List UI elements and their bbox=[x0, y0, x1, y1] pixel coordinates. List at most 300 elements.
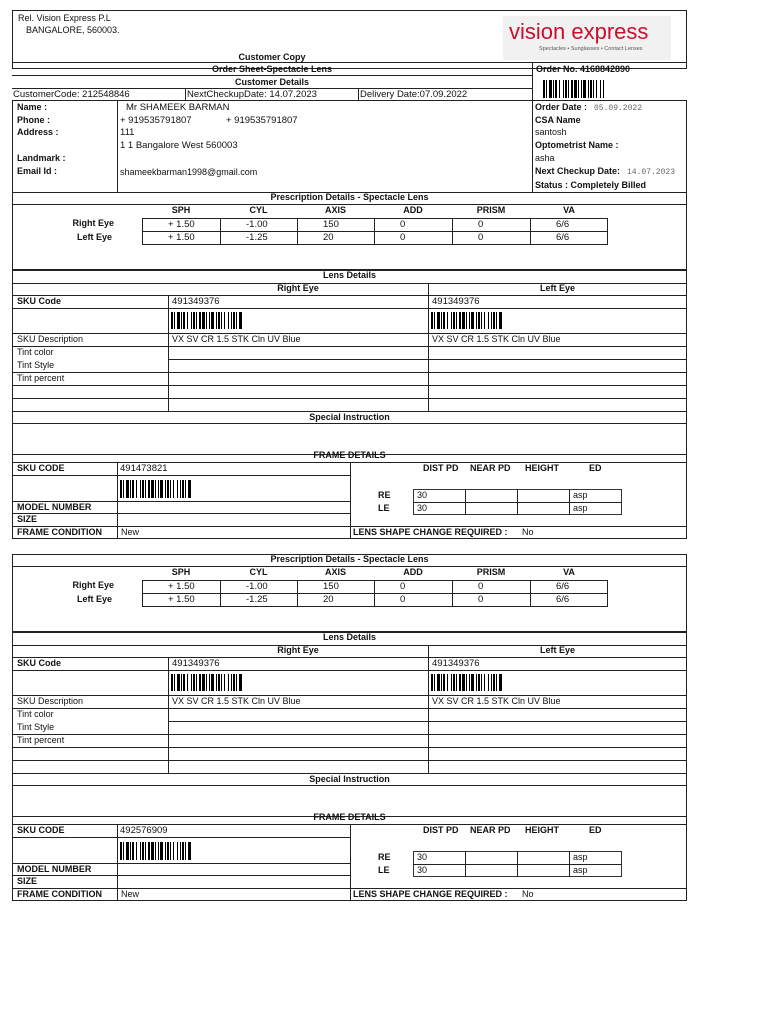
barcode-bar bbox=[478, 674, 480, 691]
pd-header-height: HEIGHT bbox=[525, 463, 560, 473]
line bbox=[530, 218, 531, 245]
barcode-bar bbox=[206, 312, 207, 329]
barcode-bar bbox=[181, 312, 182, 329]
tint-style-label: Tint Style bbox=[17, 360, 55, 370]
special-instruction-title: Special Instruction bbox=[309, 774, 390, 784]
barcode-bar bbox=[434, 312, 435, 329]
pd-header-near-pd: NEAR PD bbox=[470, 825, 511, 835]
rx-header-add: ADD bbox=[403, 567, 423, 577]
barcode-bar bbox=[136, 842, 137, 860]
line bbox=[12, 657, 687, 658]
barcode-bar bbox=[571, 80, 573, 98]
barcode-bar bbox=[559, 80, 560, 98]
barcode-bar bbox=[130, 842, 131, 860]
barcode-bar bbox=[165, 842, 166, 860]
rx-right-axis: 150 bbox=[323, 219, 339, 230]
model-number-label: MODEL NUMBER bbox=[17, 864, 92, 874]
line bbox=[452, 580, 453, 607]
sku-right: 491349376 bbox=[172, 296, 220, 307]
barcode-bar bbox=[177, 480, 178, 498]
sheet-title: Order Sheet-Spectacle Lens bbox=[211, 64, 333, 74]
line bbox=[12, 695, 687, 696]
lens-shape-value: No bbox=[522, 889, 534, 899]
rx-header-va: VA bbox=[563, 567, 575, 577]
frame-sku-value: 492576909 bbox=[120, 825, 168, 836]
rx-right-prism: 0 bbox=[478, 219, 484, 230]
barcode-bar bbox=[180, 842, 181, 860]
name-label: Name : bbox=[17, 102, 48, 112]
model-number-label: MODEL NUMBER bbox=[17, 502, 92, 512]
rx-right-eye-label: Right Eye bbox=[72, 580, 114, 590]
rx-right-cyl: -1.00 bbox=[246, 219, 268, 230]
line bbox=[12, 734, 687, 735]
barcode-bar bbox=[151, 480, 154, 498]
line bbox=[297, 218, 298, 245]
barcode-bar bbox=[170, 842, 171, 860]
le-label: LE bbox=[378, 503, 390, 513]
barcode-bar bbox=[218, 312, 220, 329]
barcode-bar bbox=[177, 674, 180, 691]
name-value: Mr SHAMEEK BARMAN bbox=[126, 102, 230, 113]
landmark-label: Landmark : bbox=[17, 153, 66, 163]
barcode-bar bbox=[185, 842, 186, 860]
line bbox=[117, 100, 118, 193]
tint-color-label: Tint color bbox=[17, 709, 54, 719]
barcode-bar bbox=[120, 480, 122, 498]
line bbox=[517, 489, 518, 515]
barcode-bar bbox=[136, 480, 137, 498]
prescription-title: Prescription Details - Spectacle Lens bbox=[270, 192, 429, 202]
rx-left-prism: 0 bbox=[478, 594, 484, 605]
barcode-bar bbox=[447, 312, 448, 329]
barcode-bar bbox=[228, 312, 229, 329]
rx-left-va: 6/6 bbox=[556, 594, 570, 605]
line bbox=[220, 580, 221, 607]
re-label: RE bbox=[378, 852, 391, 862]
barcode-bar bbox=[158, 842, 159, 860]
barcode-bar bbox=[451, 312, 452, 329]
barcode-bar bbox=[170, 480, 171, 498]
lens-title: Lens Details bbox=[322, 632, 377, 642]
order-date-value: 05.09.2022 bbox=[594, 104, 643, 113]
customer-code: CustomerCode: 212548846 bbox=[13, 89, 130, 100]
re-dist-pd-value: 30 bbox=[417, 490, 428, 500]
barcode-bar bbox=[476, 674, 477, 691]
rx-header-sph: SPH bbox=[171, 205, 191, 215]
barcode-bar bbox=[188, 480, 191, 498]
barcode-bar bbox=[155, 842, 156, 860]
le-dist-pd-value: 30 bbox=[417, 503, 428, 513]
size-label: SIZE bbox=[17, 514, 38, 524]
barcode-bar bbox=[171, 674, 173, 691]
tint-percent-label: Tint percent bbox=[17, 735, 65, 745]
line bbox=[428, 283, 429, 412]
barcode-bar bbox=[228, 674, 229, 691]
optometrist-label: Optometrist Name : bbox=[535, 140, 619, 150]
barcode-bar bbox=[132, 842, 134, 860]
copy-label: Customer Copy bbox=[238, 52, 306, 62]
barcode-bar bbox=[231, 312, 232, 329]
barcode-bar bbox=[120, 842, 122, 860]
barcode-bar bbox=[174, 312, 175, 329]
barcode-bar bbox=[130, 480, 131, 498]
barcode-bar bbox=[471, 312, 474, 329]
frame-sku-label: SKU CODE bbox=[17, 463, 65, 473]
barcode-bar bbox=[188, 842, 191, 860]
tint-percent-label: Tint percent bbox=[17, 373, 65, 383]
barcode-bar bbox=[447, 674, 448, 691]
barcode-bar bbox=[126, 842, 129, 860]
rx-header-axis: AXIS bbox=[324, 567, 346, 577]
size-label: SIZE bbox=[17, 876, 38, 886]
barcode-bar bbox=[148, 842, 150, 860]
barcode-bar bbox=[167, 480, 169, 498]
barcode-bar bbox=[231, 674, 232, 691]
barcode-bar bbox=[488, 312, 489, 329]
line bbox=[569, 489, 570, 515]
barcode-bar bbox=[434, 674, 435, 691]
address-line-2: 1 1 Bangalore West 560003 bbox=[120, 140, 238, 151]
line bbox=[12, 385, 687, 386]
barcode-bar bbox=[481, 312, 482, 329]
rx-header-va: VA bbox=[563, 205, 575, 215]
barcode-bar bbox=[236, 674, 237, 691]
barcode-bar bbox=[155, 480, 156, 498]
line bbox=[358, 88, 359, 100]
line bbox=[350, 462, 351, 539]
barcode-bar bbox=[466, 312, 467, 329]
rx-header-prism: PRISM bbox=[476, 567, 506, 577]
barcode-bar bbox=[600, 80, 601, 98]
rx-left-sph: + 1.50 bbox=[168, 594, 195, 605]
line bbox=[12, 295, 687, 296]
sku-code-label: SKU Code bbox=[17, 658, 62, 668]
barcode-bar bbox=[453, 312, 455, 329]
lens-left-barcode bbox=[431, 674, 503, 691]
barcode-bar bbox=[459, 674, 461, 691]
lens-left-eye: Left Eye bbox=[539, 283, 575, 293]
frame-condition-value: New bbox=[121, 889, 140, 899]
rx-right-cyl: -1.00 bbox=[246, 581, 268, 592]
barcode-bar bbox=[555, 80, 557, 98]
barcode-bar bbox=[196, 674, 197, 691]
line bbox=[185, 88, 186, 100]
rx-left-eye-label: Left Eye bbox=[76, 594, 112, 604]
barcode-bar bbox=[193, 312, 195, 329]
tint-color-label: Tint color bbox=[17, 347, 54, 357]
rx-header-cyl: CYL bbox=[249, 205, 268, 215]
barcode-bar bbox=[233, 674, 235, 691]
barcode-bar bbox=[187, 674, 188, 691]
sku-desc-left: VX SV CR 1.5 STK Cln UV Blue bbox=[432, 696, 561, 706]
line bbox=[428, 645, 429, 774]
line bbox=[12, 888, 687, 889]
special-instruction-box bbox=[12, 773, 687, 817]
order-date-label: Order Date : bbox=[535, 102, 588, 112]
barcode-bar bbox=[140, 842, 141, 860]
line bbox=[168, 657, 169, 774]
barcode-bar bbox=[466, 674, 467, 691]
line bbox=[465, 851, 466, 877]
barcode-bar bbox=[211, 674, 214, 691]
rx-header-add: ADD bbox=[403, 205, 423, 215]
rx-right-add: 0 bbox=[400, 581, 406, 592]
lens-title: Lens Details bbox=[322, 270, 377, 280]
line bbox=[452, 218, 453, 245]
le-dist-pd-value: 30 bbox=[417, 865, 428, 875]
line bbox=[12, 760, 687, 761]
delivery-date: Delivery Date:07.09.2022 bbox=[360, 89, 468, 100]
barcode-bar bbox=[193, 674, 195, 691]
barcode-bar bbox=[177, 842, 178, 860]
barcode-bar bbox=[158, 480, 159, 498]
barcode-bar bbox=[173, 842, 174, 860]
lens-left-barcode bbox=[431, 312, 503, 329]
barcode-bar bbox=[182, 480, 184, 498]
logo-word: vision express bbox=[509, 19, 649, 44]
barcode-bar bbox=[151, 842, 154, 860]
barcode-bar bbox=[191, 312, 192, 329]
barcode-bar bbox=[148, 480, 150, 498]
phone-value-1: + 919535791807 bbox=[120, 115, 192, 126]
barcode-bar bbox=[202, 312, 205, 329]
barcode-bar bbox=[123, 842, 124, 860]
pd-header-dist-pd: DIST PD bbox=[423, 463, 459, 473]
barcode-bar bbox=[451, 674, 452, 691]
prescription-title: Prescription Details - Spectacle Lens bbox=[270, 554, 429, 564]
barcode-bar bbox=[191, 674, 192, 691]
barcode-bar bbox=[581, 80, 582, 98]
rx-left-cyl: -1.25 bbox=[246, 594, 268, 605]
barcode-bar bbox=[160, 480, 163, 498]
barcode-bar bbox=[590, 80, 592, 98]
sku-desc-left: VX SV CR 1.5 STK Cln UV Blue bbox=[432, 334, 561, 344]
barcode-bar bbox=[180, 480, 181, 498]
rx-right-axis: 150 bbox=[323, 581, 339, 592]
line bbox=[12, 513, 350, 514]
line bbox=[142, 593, 608, 594]
rx-left-sph: + 1.50 bbox=[168, 232, 195, 243]
email-label: Email Id : bbox=[17, 166, 58, 176]
rx-right-eye-label: Right Eye bbox=[72, 218, 114, 228]
sku-desc-label: SKU Description bbox=[17, 696, 84, 706]
sku-code-label: SKU Code bbox=[17, 296, 62, 306]
company-name: Rel. Vision Express P.L bbox=[18, 13, 111, 23]
line bbox=[465, 489, 466, 515]
line bbox=[12, 372, 687, 373]
special-instruction-box bbox=[12, 411, 687, 455]
frame-sku-value: 491473821 bbox=[120, 463, 168, 474]
barcode-bar bbox=[224, 674, 225, 691]
barcode-bar bbox=[563, 80, 564, 98]
line bbox=[12, 708, 687, 709]
barcode-bar bbox=[431, 312, 433, 329]
optometrist-value: asha bbox=[535, 153, 555, 163]
barcode-bar bbox=[491, 674, 492, 691]
re-ed-value: asp bbox=[573, 490, 588, 500]
line bbox=[12, 398, 687, 399]
frame-title: FRAME DETAILS bbox=[313, 812, 386, 822]
line bbox=[530, 580, 531, 607]
frame-title: FRAME DETAILS bbox=[313, 450, 386, 460]
line bbox=[374, 218, 375, 245]
barcode-bar bbox=[469, 312, 470, 329]
order-number: Order No. 4168842890 bbox=[536, 64, 631, 74]
re-label: RE bbox=[378, 490, 391, 500]
rx-right-add: 0 bbox=[400, 219, 406, 230]
barcode-bar bbox=[202, 674, 205, 691]
address-label: Address : bbox=[17, 127, 59, 137]
barcode-bar bbox=[140, 480, 141, 498]
barcode-bar bbox=[177, 312, 180, 329]
barcode-bar bbox=[145, 842, 146, 860]
barcode-bar bbox=[145, 480, 146, 498]
frame-condition-label: FRAME CONDITION bbox=[17, 889, 102, 899]
rx-left-va: 6/6 bbox=[556, 232, 570, 243]
barcode-bar bbox=[224, 312, 225, 329]
pd-header-height: HEIGHT bbox=[525, 825, 560, 835]
barcode-bar bbox=[209, 674, 210, 691]
barcode-bar bbox=[441, 312, 442, 329]
barcode-bar bbox=[216, 674, 217, 691]
barcode-bar bbox=[491, 312, 492, 329]
barcode-bar bbox=[493, 312, 495, 329]
line bbox=[12, 785, 687, 786]
rx-header-cyl: CYL bbox=[249, 567, 268, 577]
sku-left: 491349376 bbox=[432, 296, 480, 307]
sku-right: 491349376 bbox=[172, 658, 220, 669]
special-instruction-title: Special Instruction bbox=[309, 412, 390, 422]
rx-header-sph: SPH bbox=[171, 567, 191, 577]
barcode-bar bbox=[437, 674, 440, 691]
line bbox=[374, 580, 375, 607]
order-status: Status : Completely Billed bbox=[535, 180, 647, 190]
pd-header-dist-pd: DIST PD bbox=[423, 825, 459, 835]
barcode-bar bbox=[173, 480, 174, 498]
barcode-bar bbox=[182, 842, 184, 860]
barcode-bar bbox=[199, 674, 201, 691]
rx-left-add: 0 bbox=[400, 594, 406, 605]
rx-left-cyl: -1.25 bbox=[246, 232, 268, 243]
lens-right-barcode bbox=[171, 312, 243, 329]
barcode-bar bbox=[471, 674, 474, 691]
rx-right-sph: + 1.50 bbox=[168, 219, 195, 230]
company-city: BANGALORE, 560003. bbox=[26, 25, 120, 35]
barcode-bar bbox=[469, 674, 470, 691]
barcode-bar bbox=[565, 80, 567, 98]
sku-desc-label: SKU Description bbox=[17, 334, 84, 344]
sku-desc-right: VX SV CR 1.5 STK Cln UV Blue bbox=[172, 334, 301, 344]
barcode-bar bbox=[209, 312, 210, 329]
barcode-bar bbox=[239, 312, 242, 329]
barcode-bar bbox=[484, 312, 485, 329]
barcode-bar bbox=[196, 312, 197, 329]
customer-details-title: Customer Details bbox=[234, 77, 310, 87]
line bbox=[168, 295, 169, 412]
rx-right-va: 6/6 bbox=[556, 219, 570, 230]
rx-right-va: 6/6 bbox=[556, 581, 570, 592]
sku-desc-right: VX SV CR 1.5 STK Cln UV Blue bbox=[172, 696, 301, 706]
line bbox=[220, 218, 221, 245]
barcode-bar bbox=[443, 312, 445, 329]
barcode-bar bbox=[574, 80, 577, 98]
frame-condition-label: FRAME CONDITION bbox=[17, 527, 102, 537]
barcode-bar bbox=[593, 80, 594, 98]
barcode-bar bbox=[553, 80, 554, 98]
barcode-bar bbox=[171, 312, 173, 329]
line bbox=[12, 670, 687, 671]
barcode-bar bbox=[211, 312, 214, 329]
barcode-bar bbox=[126, 480, 129, 498]
barcode-bar bbox=[165, 480, 166, 498]
line bbox=[168, 359, 687, 360]
frame-sku-label: SKU CODE bbox=[17, 825, 65, 835]
email-value: shameekbarman1998@gmail.com bbox=[120, 167, 258, 177]
barcode-bar bbox=[549, 80, 552, 98]
sku-left: 491349376 bbox=[432, 658, 480, 669]
lens-shape-value: No bbox=[522, 527, 534, 537]
barcode-bar bbox=[462, 312, 465, 329]
re-ed-value: asp bbox=[573, 852, 588, 862]
barcode-bar bbox=[216, 312, 217, 329]
barcode-bar bbox=[142, 480, 144, 498]
lens-shape-label: LENS SHAPE CHANGE REQUIRED : bbox=[353, 889, 508, 899]
barcode-bar bbox=[167, 842, 169, 860]
barcode-bar bbox=[181, 674, 182, 691]
barcode-bar bbox=[499, 674, 502, 691]
barcode-bar bbox=[484, 674, 485, 691]
barcode-bar bbox=[132, 480, 134, 498]
barcode-bar bbox=[568, 80, 569, 98]
pd-header-near-pd: NEAR PD bbox=[470, 463, 511, 473]
line bbox=[142, 231, 608, 232]
csa-value: santosh bbox=[535, 127, 567, 137]
logo-tagline: Spectacles • Sunglasses • Contact Lenses bbox=[539, 46, 643, 52]
address-line-1: 111 bbox=[120, 127, 135, 138]
le-ed-value: asp bbox=[573, 865, 588, 875]
barcode-bar bbox=[596, 80, 597, 98]
barcode-bar bbox=[221, 674, 222, 691]
rx-header-prism: PRISM bbox=[476, 205, 506, 215]
barcode-bar bbox=[499, 312, 502, 329]
barcode-bar bbox=[233, 312, 235, 329]
line bbox=[12, 75, 532, 76]
barcode-bar bbox=[453, 674, 455, 691]
line bbox=[168, 721, 687, 722]
line bbox=[12, 526, 687, 527]
barcode-bar bbox=[603, 80, 604, 98]
tint-style-label: Tint Style bbox=[17, 722, 55, 732]
phone-value-2: + 919535791807 bbox=[226, 115, 298, 126]
line bbox=[12, 423, 687, 424]
barcode-bar bbox=[183, 312, 185, 329]
barcode-bar bbox=[588, 80, 589, 98]
le-label: LE bbox=[378, 865, 390, 875]
rx-left-axis: 20 bbox=[323, 594, 334, 605]
re-dist-pd-value: 30 bbox=[417, 852, 428, 862]
rx-left-axis: 20 bbox=[323, 232, 334, 243]
next-checkup-label: Next Checkup Date: bbox=[535, 166, 621, 176]
barcode-bar bbox=[543, 80, 545, 98]
line bbox=[12, 747, 687, 748]
barcode-bar bbox=[456, 674, 457, 691]
le-ed-value: asp bbox=[573, 503, 588, 513]
barcode-bar bbox=[239, 674, 242, 691]
lens-right-eye: Right Eye bbox=[277, 645, 319, 655]
rx-left-eye-label: Left Eye bbox=[76, 232, 112, 242]
barcode-bar bbox=[456, 312, 457, 329]
barcode-bar bbox=[160, 842, 163, 860]
